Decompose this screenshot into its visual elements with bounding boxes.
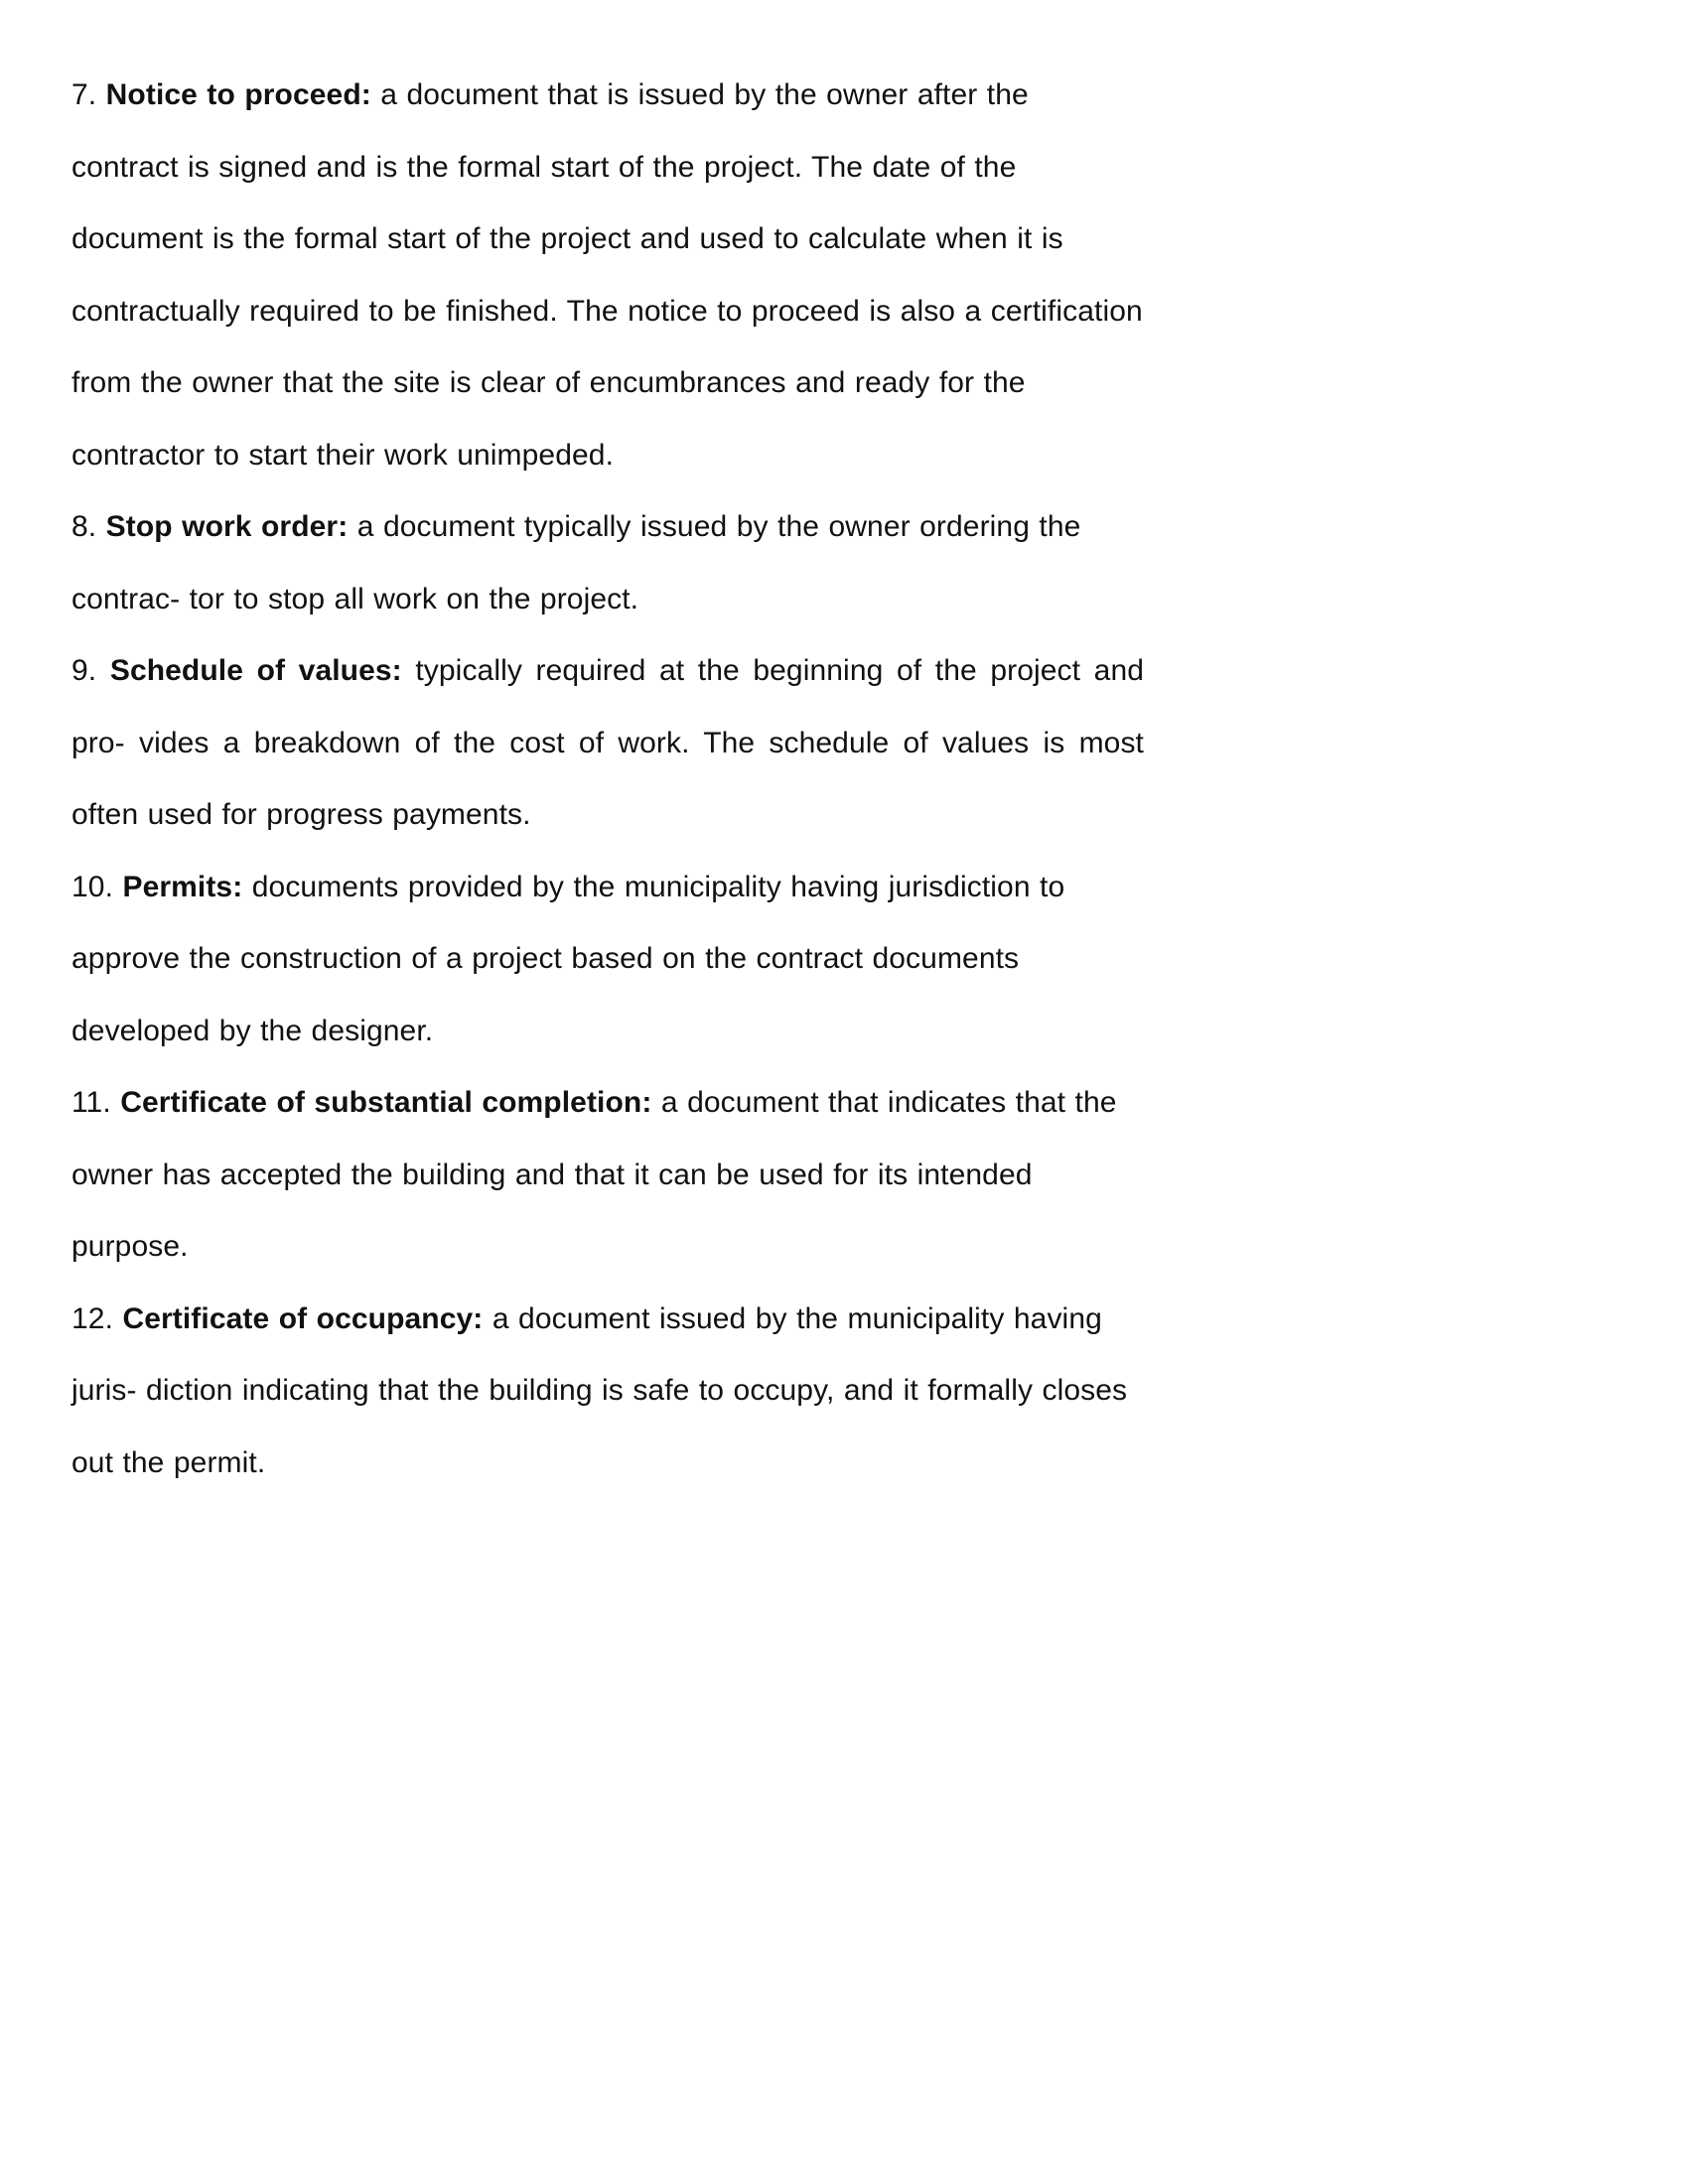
item-term: Schedule of values: xyxy=(109,654,402,687)
definition-item-12 xyxy=(71,1284,1144,1500)
item-number: 7. xyxy=(71,78,97,111)
definition-item-9 xyxy=(71,635,1144,852)
item-term: Notice to proceed: xyxy=(105,78,371,111)
item-definition: a document that indicates that the owner has accepted the building and that it can be used for its intended purpose. xyxy=(71,1086,1117,1263)
item-term: Permits: xyxy=(122,870,243,903)
item-number: 11. xyxy=(71,1086,111,1119)
definition-item-8 xyxy=(71,491,1144,635)
definition-item-11 xyxy=(71,1067,1144,1284)
item-number: 9. xyxy=(71,654,97,687)
item-definition: a document issued by the municipality having juris- diction indicating that the building is safe to occupy, and it formally closes out the permit. xyxy=(71,1301,1128,1479)
item-number: 12. xyxy=(71,1301,114,1335)
item-definition: a document typically issued by the owner ordering the contrac- tor to stop all work on the project. xyxy=(71,510,1081,615)
definition-item-7 xyxy=(71,60,1144,491)
item-term: Certificate of occupancy: xyxy=(122,1301,484,1335)
item-number: 8. xyxy=(71,510,97,543)
item-term: Stop work order: xyxy=(105,510,349,543)
item-definition: a document that is issued by the owner after the contract is signed and is the formal start of the project. The date of the document is the formal start of the project and used to calculate when it is contractually required to be finished. The notice to proceed is also a certification from the owner that the site is clear of encumbrances and ready for the contractor to start their work unimpeded. xyxy=(71,78,1143,472)
item-definition: typically required at the beginning of the project and pro- vides a breakdown of the cost of work. The schedule of values is most often used for progress payments. xyxy=(71,654,1145,831)
item-definition: documents provided by the municipality having jurisdiction to approve the construction of a project based on the contract documents developed by the designer. xyxy=(71,870,1065,1047)
definition-item-10 xyxy=(71,852,1144,1068)
item-number: 10. xyxy=(71,870,114,903)
item-term: Certificate of substantial completion: xyxy=(120,1086,652,1119)
